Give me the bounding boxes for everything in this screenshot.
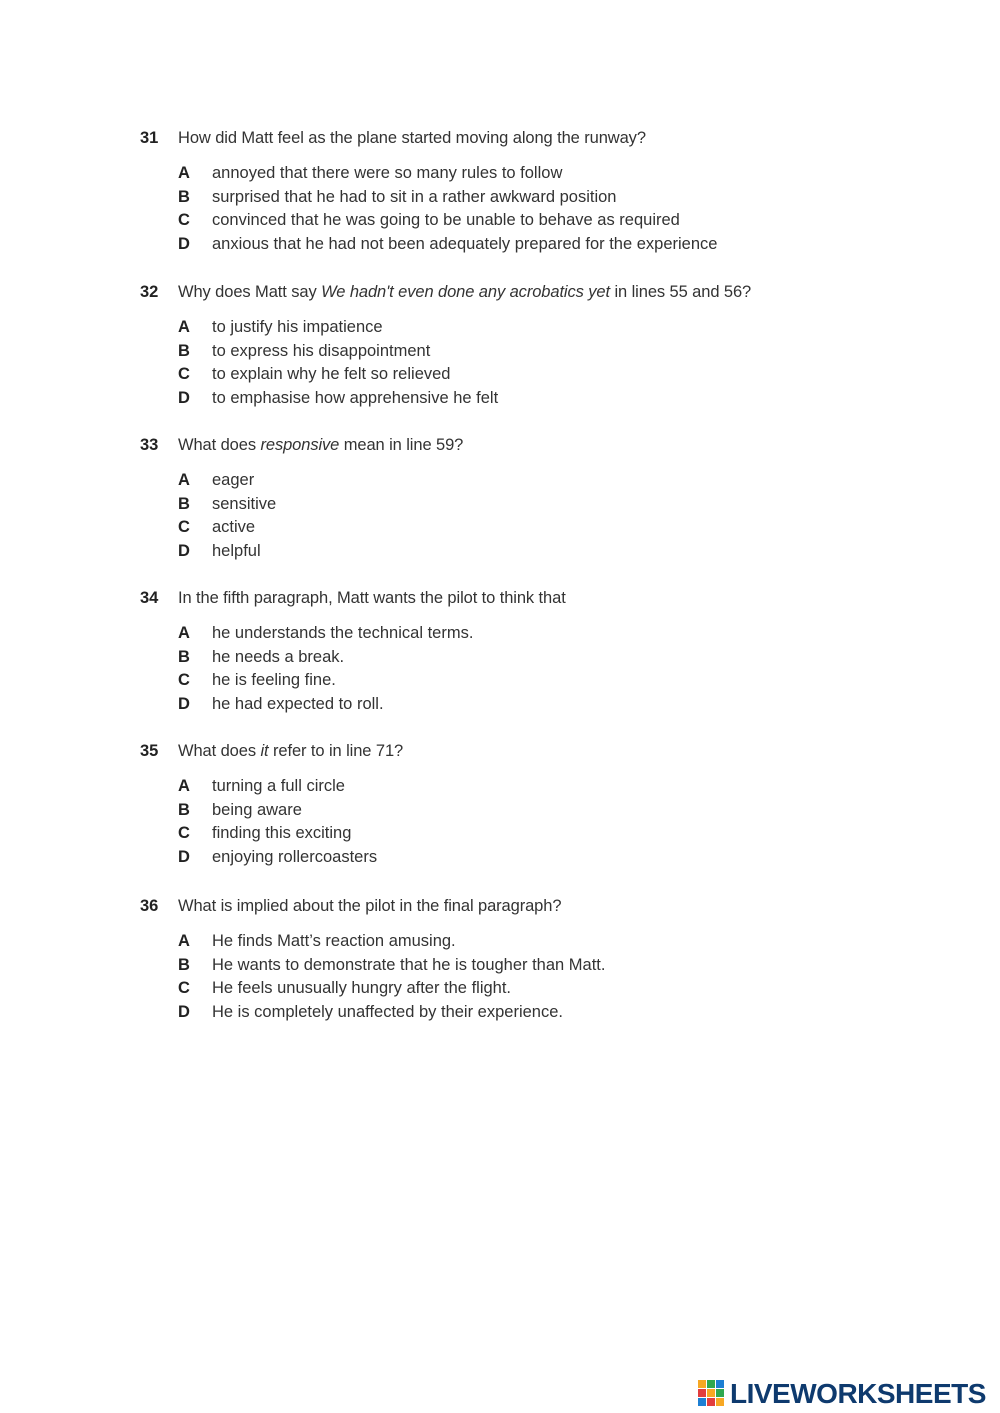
question-34 <box>140 588 920 717</box>
option-d[interactable]: D enjoying rollercoasters <box>178 848 378 867</box>
question-stem: What does it refer to in line 71? <box>178 742 404 760</box>
option-c[interactable]: C He feels unusually hungry after the flight. <box>178 979 512 998</box>
question-number: 31 <box>140 129 159 147</box>
options-list <box>178 775 920 870</box>
question-stem: In the fifth paragraph, Matt wants the pilot to think that <box>178 589 566 607</box>
option-d[interactable]: D helpful <box>178 542 261 561</box>
option-b[interactable]: B to express his disappointment <box>178 341 431 360</box>
option-b[interactable]: B sensitive <box>178 494 277 513</box>
options-list <box>178 930 920 1025</box>
question-number: 35 <box>140 742 159 760</box>
liveworksheets-logo-icon <box>698 1380 728 1408</box>
question-stem: What is implied about the pilot in the final paragraph? <box>178 897 562 915</box>
option-b[interactable]: B being aware <box>178 800 302 819</box>
option-d[interactable]: D anxious that he had not been adequately prepared for the experience <box>178 235 718 254</box>
question-36 <box>140 896 920 1025</box>
option-d[interactable]: D He is completely unaffected by their experience. <box>178 1003 563 1022</box>
question-stem: Why does Matt say We hadn't even done any acrobatics yet in lines 55 and 56? <box>178 283 752 301</box>
option-a[interactable]: A to justify his impatience <box>178 318 383 336</box>
quoted-word: it <box>260 742 269 760</box>
question-stem: How did Matt feel as the plane started moving along the runway? <box>178 129 646 147</box>
question-number: 36 <box>140 897 159 915</box>
option-a[interactable]: A turning a full circle <box>178 777 345 795</box>
liveworksheets-wordmark: LIVEWORKSHEETS <box>730 1378 986 1409</box>
option-c[interactable]: C to explain why he felt so relieved <box>178 365 451 384</box>
question-number: 34 <box>140 589 159 607</box>
quoted-phrase: We hadn't even done any acrobatics yet <box>321 283 610 301</box>
question-number: 32 <box>140 283 159 301</box>
option-c[interactable]: C convinced that he was going to be unable to behave as required <box>178 211 680 230</box>
question-number: 33 <box>140 436 159 454</box>
question-stem: What does responsive mean in line 59? <box>178 436 464 454</box>
options-list <box>178 469 920 564</box>
option-d[interactable]: D to emphasise how apprehensive he felt <box>178 389 499 408</box>
option-a[interactable]: A he understands the technical terms. <box>178 624 474 642</box>
liveworksheets-branding <box>698 1379 986 1409</box>
option-b[interactable]: B surprised that he had to sit in a rather awkward position <box>178 187 617 206</box>
options-list <box>178 316 920 411</box>
quoted-word: responsive <box>260 436 340 454</box>
option-a[interactable]: A eager <box>178 471 255 489</box>
option-b[interactable]: B He wants to demonstrate that he is tougher than Matt. <box>178 955 606 974</box>
question-31 <box>140 128 920 257</box>
options-list <box>178 162 920 257</box>
question-32 <box>140 282 920 411</box>
question-33 <box>140 435 920 564</box>
option-a[interactable]: A annoyed that there were so many rules to follow <box>178 164 563 182</box>
option-c[interactable]: C active <box>178 518 256 537</box>
option-a[interactable]: A He finds Matt’s reaction amusing. <box>178 932 456 950</box>
option-d[interactable]: D he had expected to roll. <box>178 695 384 714</box>
option-c[interactable]: C finding this exciting <box>178 824 352 843</box>
question-35 <box>140 741 920 870</box>
options-list <box>178 622 920 717</box>
option-b[interactable]: B he needs a break. <box>178 647 345 666</box>
option-c[interactable]: C he is feeling fine. <box>178 671 336 690</box>
